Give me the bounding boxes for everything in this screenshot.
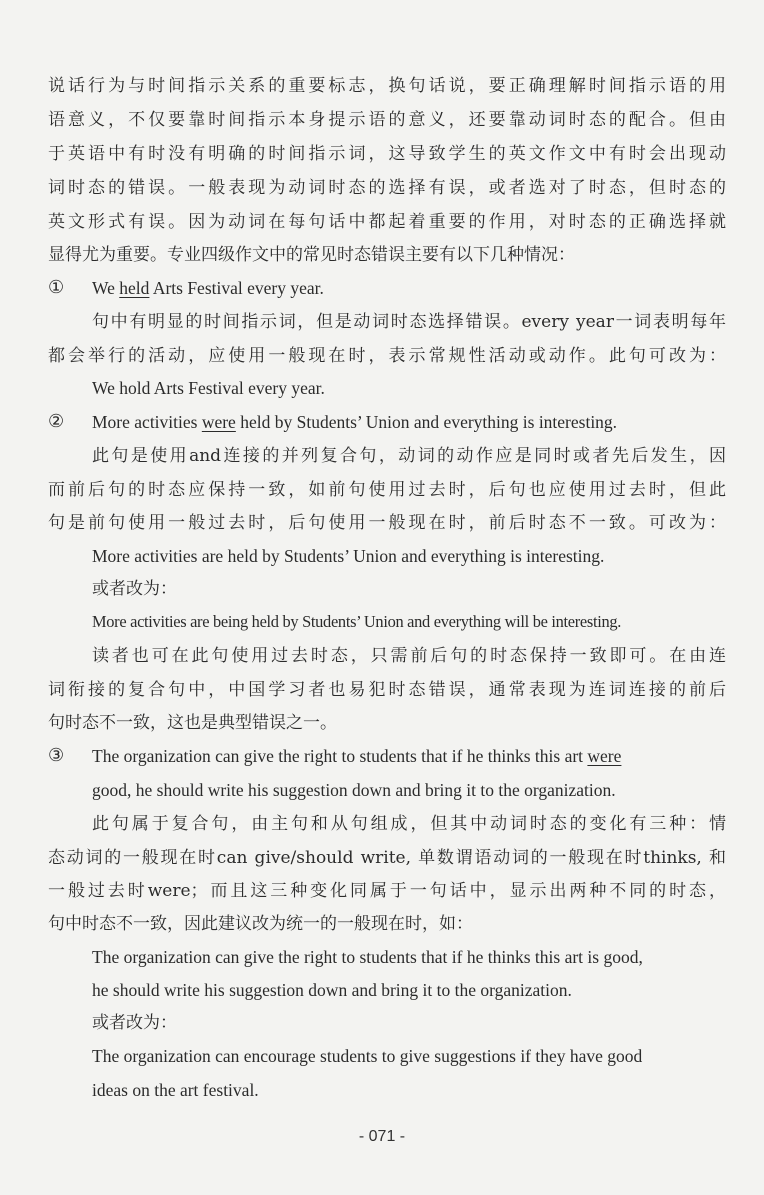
example-3-fix-2a: The organization can encourage students to give suggestions if they have good: [92, 1046, 643, 1066]
example-3-pre: The organization can give the right to students that if he thinks this art: [92, 746, 588, 766]
example-2-explain-3: 句是前句使用一般过去时，后句使用一般现在时，前后时态不一致。可改为：: [48, 513, 726, 533]
example-3-marker: ③: [48, 745, 65, 766]
intro-line-2: 语意义，不仅要靠时间指示本身提示语的意义，还要靠动词时态的配合。但由: [48, 110, 726, 130]
example-1-post: Arts Festival every year.: [149, 278, 324, 298]
example-2-note-2: 词衔接的复合句中，中国学习者也易犯时态错误，通常表现为连词连接的前后: [48, 680, 726, 700]
example-1-sentence: [92, 274, 726, 302]
example-2-note-3: 句时态不一致，这也是典型错误之一。: [48, 713, 337, 733]
example-3-sentence-1: [92, 742, 726, 770]
example-3-sentence-2: good, he should write his suggestion down and bring it to the organization.: [92, 780, 616, 800]
example-3-explain-2: 态动词的一般现在时can give/should write, 单数谓语动词的一般现在时thinks, 和: [48, 848, 726, 868]
example-2-fix-1: More activities are held by Students’ Union and everything is interesting.: [92, 546, 605, 566]
example-3-fix-2b: ideas on the art festival.: [92, 1080, 259, 1100]
page-number: - 071 -: [358, 1128, 406, 1145]
example-2-post: held by Students’ Union and everything is interesting.: [235, 412, 618, 432]
example-1-marker: ①: [48, 277, 65, 298]
example-3-error-word: were: [587, 746, 622, 766]
example-3-explain-4: 句中时态不一致，因此建议改为统一的一般现在时，如：: [48, 914, 473, 934]
example-2-or: 或者改为：: [92, 579, 177, 599]
example-1-pre: We: [92, 278, 120, 298]
intro-line-3: 于英语中有时没有明确的时间指示词，这导致学生的英文作文中有时会出现动: [48, 144, 726, 164]
example-3-fix-1a: The organization can give the right to students that if he thinks this art is good,: [92, 947, 643, 967]
example-2-explain-2: 而前后句的时态应保持一致，如前句使用过去时，后句也应使用过去时，但此: [48, 480, 726, 500]
example-2-sentence: [92, 408, 726, 436]
example-3-fix-1b: he should write his suggestion down and bring it to the organization.: [92, 980, 572, 1000]
intro-line-1: 说话行为与时间指示关系的重要标志，换句话说，要正确理解时间指示语的用: [48, 76, 726, 96]
example-1-explain-2: 都会举行的活动，应使用一般现在时，表示常规性活动或动作。此句可改为：: [48, 346, 726, 366]
example-1-fix: We hold Arts Festival every year.: [92, 378, 325, 398]
example-2-error-word: were: [201, 412, 236, 432]
example-1-error-word: held: [119, 278, 150, 298]
example-3-explain-3: 一般过去时were；而且这三种变化同属于一句话中，显示出两种不同的时态，: [48, 881, 726, 901]
example-1-explain-1: 句中有明显的时间指示词，但是动词时态选择错误。every year一词表明每年: [92, 312, 726, 332]
intro-line-5: 英文形式有误。因为动词在每句话中都起着重要的作用，对时态的正确选择就: [48, 212, 726, 232]
example-3-or: 或者改为：: [92, 1013, 177, 1033]
example-2-marker: ②: [48, 411, 65, 432]
example-2-pre: More activities: [92, 412, 202, 432]
example-2-note-1: 读者也可在此句使用过去时态，只需前后句的时态保持一致即可。在由连: [92, 646, 726, 666]
example-2-fix-2: More activities are being held by Students’ Union and everything will be interesting.: [92, 612, 622, 631]
intro-line-4: 词时态的错误。一般表现为动词时态的选择有误，或者选对了时态，但时态的: [48, 178, 726, 198]
intro-line-6: 显得尤为重要。专业四级作文中的常见时态错误主要有以下几种情况：: [48, 245, 575, 265]
example-3-explain-1: 此句属于复合句，由主句和从句组成，但其中动词时态的变化有三种：情: [92, 814, 726, 834]
example-2-explain-1: 此句是使用and连接的并列复合句，动词的动作应是同时或者先后发生，因: [92, 446, 726, 466]
